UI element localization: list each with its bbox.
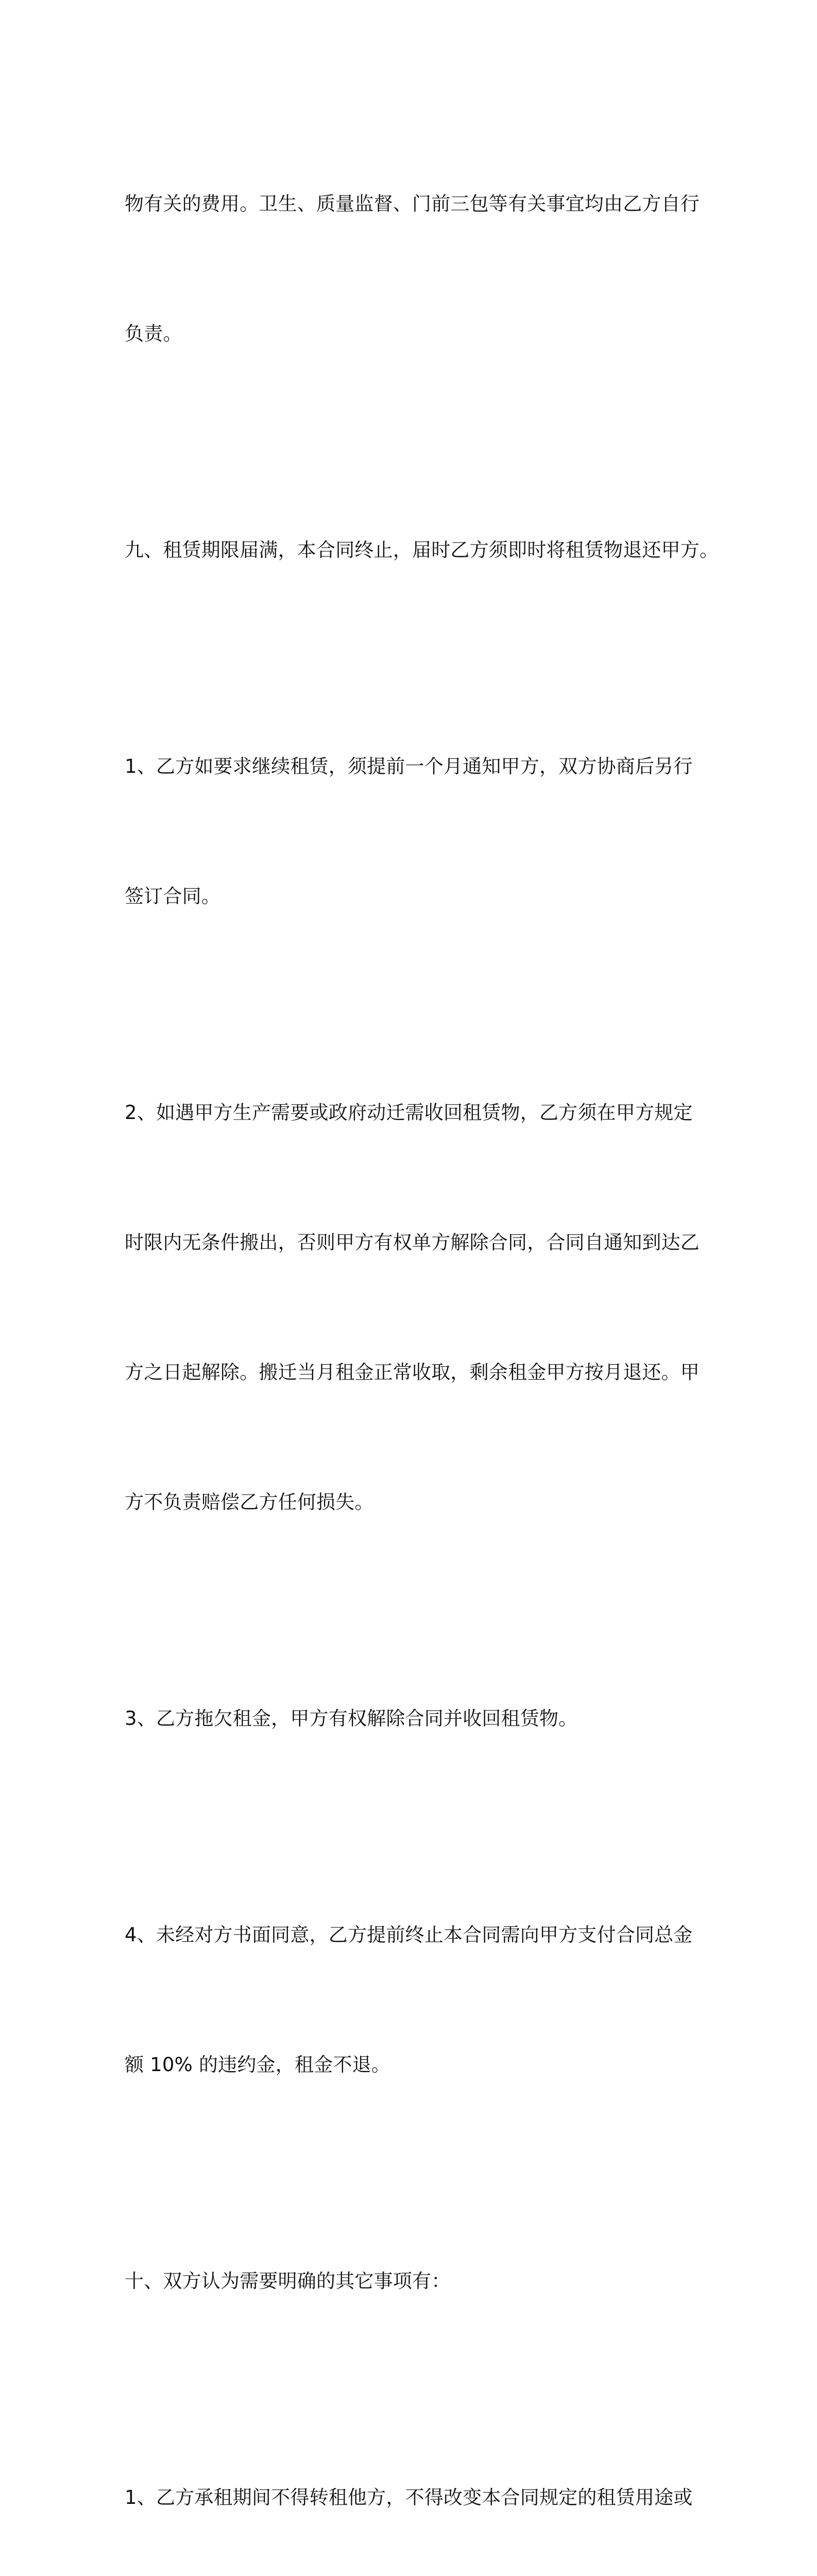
- document-body: [125, 96, 719, 2576]
- paragraph-line: 1、乙方承租期间不得转租他方，不得改变本合同规定的租赁用途或: [125, 2486, 693, 2509]
- paragraph-fees-responsibility: [125, 96, 700, 442]
- paragraph-line: 额 10% 的违约金，租金不退。: [125, 2054, 390, 2076]
- paragraph-line: 方不负责赔偿乙方任何损失。: [125, 1491, 374, 1513]
- paragraph-line: 3、乙方拖欠租金，甲方有权解除合同并收回租赁物。: [125, 1707, 578, 1730]
- clause-9-heading: [125, 442, 719, 658]
- paragraph-line: 时限内无条件搬出，否则甲方有权单方解除合同，合同自通知到达乙: [125, 1231, 700, 1253]
- paragraph-line: 1、乙方如要求继续租赁，须提前一个月通知甲方，双方协商后另行: [125, 755, 693, 777]
- clause-9-item-4: [125, 1827, 697, 2173]
- paragraph-line: 负责。: [125, 323, 182, 345]
- clause-10-item-1: [125, 2389, 697, 2576]
- paragraph-line: 方之日起解除。搬迁当月租金正常收取，剩余租金甲方按月退还。甲: [125, 1361, 700, 1383]
- clause-9-item-2: [125, 1005, 700, 1611]
- paragraph-line: 十、双方认为需要明确的其它事项有：: [125, 2270, 451, 2292]
- paragraph-line: 2、如遇甲方生产需要或政府动迁需收回租赁物，乙方须在甲方规定: [125, 1101, 693, 1124]
- paragraph-line: 九、租赁期限届满，本合同终止，届时乙方须即时将租赁物退还甲方。: [125, 539, 719, 561]
- clause-9-item-1: [125, 658, 697, 1005]
- paragraph-line: 签订合同。: [125, 885, 220, 907]
- clause-10-heading: [125, 2173, 697, 2389]
- paragraph-line: 4、未经对方书面同意，乙方提前终止本合同需向甲方支付合同总金: [125, 1924, 693, 1946]
- paragraph-line: 物有关的费用。卫生、质量监督、门前三包等有关事宜均由乙方自行: [125, 193, 700, 215]
- clause-9-item-3: [125, 1611, 697, 1827]
